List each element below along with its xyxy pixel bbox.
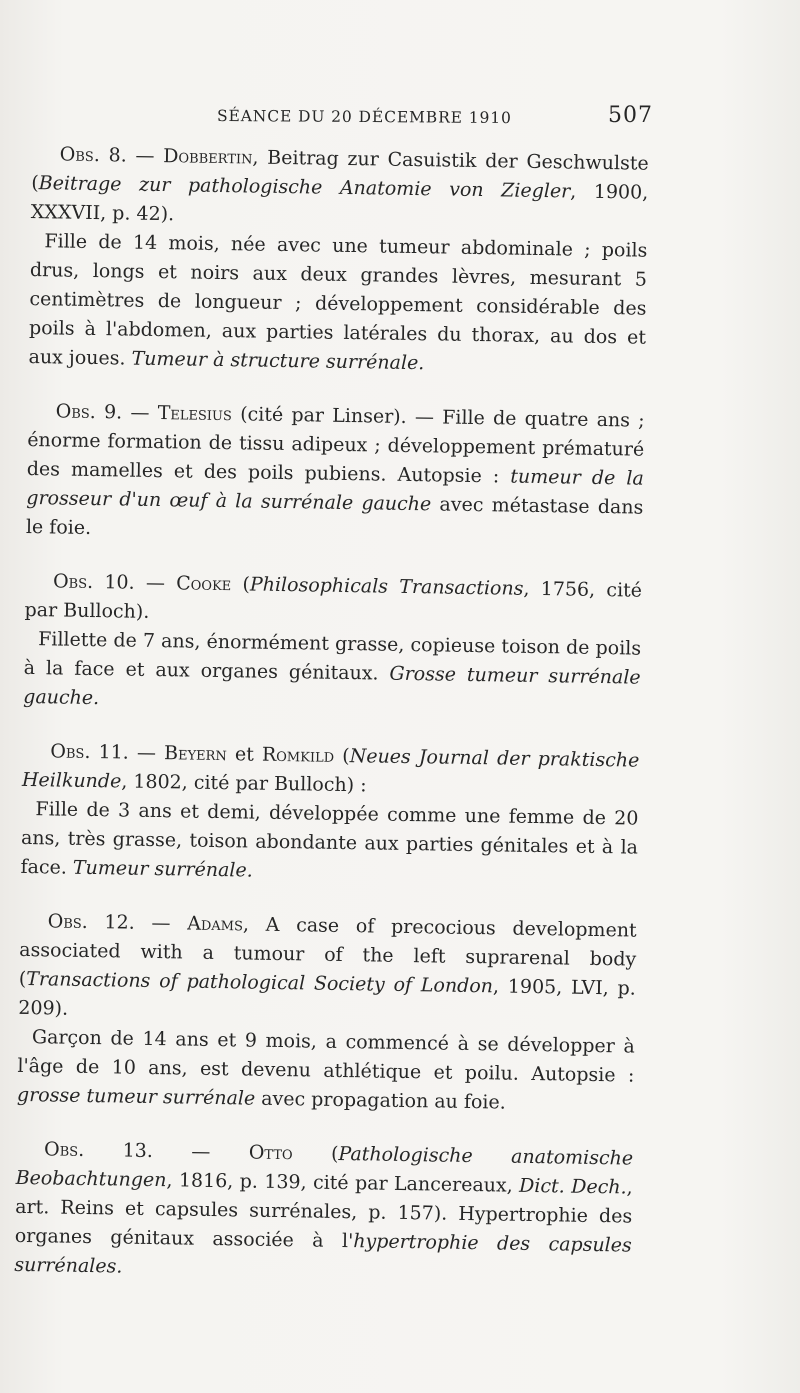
observation-12-body [17, 1023, 635, 1120]
author-name: Adams, [187, 912, 250, 936]
body-text: Fille de 3 ans et demi, développée comme une femme de 20 ans, très grasse, toison abondante aux parties génitales et à la face. [20, 798, 639, 879]
page-number: 507 [608, 103, 653, 128]
observation-10 [23, 567, 642, 722]
obs-number: Obs. 10. [52, 570, 135, 594]
citation-title: Beitrage zur pathologische Anatomie von Ziegler [38, 172, 571, 203]
body-text: Fille de 14 mois, née avec une tumeur abdominale ; poils drus, longs et noirs aux deux grandes lèvres, mesurant 5 centimètres de longueur ; développement considérable des poils à l'abdomen, aux parties latérales du thorax, au dos et aux joues. [28, 230, 648, 370]
citation-text: , 1802, cité par Bulloch) : [121, 770, 367, 797]
body-conclusion: hypertrophie des capsules surrénales. [14, 1230, 632, 1278]
dash: — [126, 144, 164, 168]
obs-number: Obs. 9. [55, 400, 123, 424]
dash: — [128, 741, 165, 765]
observation-9 [26, 397, 645, 552]
body-text: Fillette de 7 ans, énormément grasse, copieuse toison de poils à la face et aux organes génitaux. [23, 628, 642, 685]
body-conclusion: Tumeur à structure surrénale. [131, 347, 425, 375]
observation-11 [20, 737, 639, 892]
body-conclusion: Grosse tumeur surrénale gauche. [23, 662, 641, 710]
body-conclusion: tumeur de la grosseur d'un œuf à la surrénale gauche [26, 465, 644, 516]
page-body [14, 140, 649, 1315]
author-name: Romkild [261, 743, 335, 767]
body-conclusion: Tumeur surrénale. [72, 856, 253, 882]
observation-8-heading [31, 140, 649, 237]
observation-10-body [23, 625, 641, 722]
citation-text: ( [333, 744, 350, 768]
observation-13 [14, 1135, 633, 1290]
citation-text: , art. Reins et capsules surrénales, p. 157). Hypertrophie des organes génitaux associée à l' [14, 1176, 633, 1253]
citation-title: Philosophicals Transactions [249, 573, 524, 600]
citation-title: Neues Journal der praktische Heilkunde [21, 745, 640, 793]
observation-12 [17, 907, 637, 1120]
obs-number: Obs. 8. [59, 143, 127, 167]
author-name: Cooke [176, 572, 232, 596]
body-text: Garçon de 14 ans et 9 mois, a commencé à se développer à l'âge de 10 ans, est devenu athlétique et poilu. Autopsie : [17, 1026, 636, 1087]
obs-number: Obs. 13. [43, 1138, 154, 1163]
running-title: SÉANCE DU 20 DÉCEMBRE 1910 [216, 106, 512, 128]
citation-text: , 1900, XXXVII, p. 42). [30, 180, 649, 226]
citation-text: A case of precocious development associated with a tumour of the left suprarenal body ( [18, 913, 637, 991]
body-conclusion: grosse tumeur surrénale [16, 1083, 256, 1110]
observation-12-heading [18, 907, 637, 1033]
obs-number: Obs. 12. [47, 910, 135, 934]
citation-title: Pathologische anatomische Beobachtungen [15, 1142, 634, 1192]
conjunction: et [226, 743, 263, 766]
dash: — [134, 911, 188, 935]
citation-text: , 1756, cité par Bulloch). [24, 577, 643, 623]
observation-8-body [28, 227, 647, 382]
dash: — [134, 571, 177, 595]
citation-text: , 1816, p. 139, cité par Lancereaux, [166, 1169, 520, 1197]
citation-text: ( [231, 573, 251, 596]
observation-11-body [20, 795, 638, 892]
citation-text: (cité par Linser). — Fille de quatre ans ; énorme formation de tissu adipeux ; développement prématuré des mamelles et des poils pubiens. Autopsie : [26, 403, 645, 488]
observation-10-heading [24, 567, 642, 635]
dash: — [122, 401, 158, 425]
author-name: Otto [248, 1141, 293, 1165]
citation-title: Transactions of pathological Society of London [26, 968, 494, 998]
observation-13-heading [14, 1135, 633, 1290]
citation-text: , 1905, LVI, p. 209). [18, 975, 636, 1020]
citation-text: avec métastase dans le foie. [25, 493, 644, 539]
body-text: avec propagation au foie. [255, 1087, 506, 1114]
dash: — [152, 1140, 249, 1164]
citation-text: ( [292, 1142, 339, 1165]
obs-number: Obs. 11. [50, 740, 129, 764]
citation-title: Dict. Dech. [518, 1174, 627, 1199]
author-name: Beyern [163, 742, 227, 766]
observation-9-heading [26, 397, 645, 552]
author-name: Telesius [157, 402, 233, 426]
observation-11-heading [22, 737, 640, 805]
citation-text: Beitrag zur Casuistik der Geschwulste ( [31, 146, 649, 195]
author-name: Dobbertin, [163, 145, 259, 169]
observation-8 [28, 140, 649, 382]
